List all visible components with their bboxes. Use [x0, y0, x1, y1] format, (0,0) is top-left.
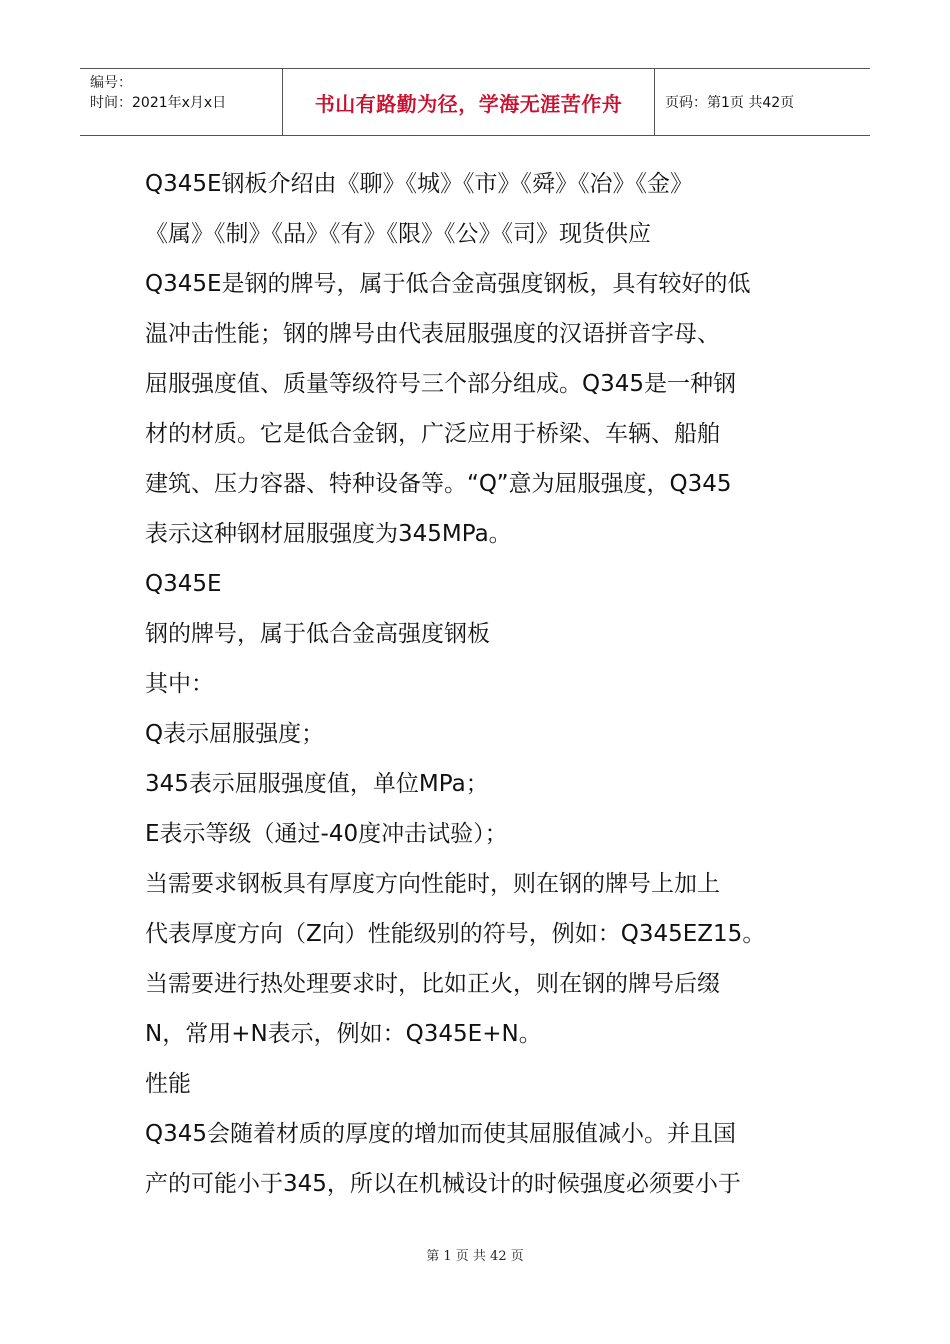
body-line: Q表示屈服强度； — [145, 721, 325, 747]
header-left-cell — [80, 69, 282, 135]
body-line: 钢的牌号，属于低合金高强度钢板 — [145, 621, 490, 647]
body-line: 产的可能小于345，所以在机械设计的时候强度必须要小于 — [145, 1171, 741, 1197]
header-motto-cell — [282, 69, 655, 135]
body-line: 建筑、压力容器、特种设备等。“Q”意为屈服强度，Q345 — [145, 471, 732, 497]
page-footer: 第 1 页 共 42 页 — [426, 1249, 524, 1264]
doc-date: 时间：2021年x月x日 — [90, 95, 227, 111]
body-line: 当需要求钢板具有厚度方向性能时，则在钢的牌号上加上 — [145, 871, 720, 897]
page-header — [80, 68, 870, 136]
body-line: Q345E是钢的牌号，属于低合金高强度钢板，具有较好的低 — [145, 271, 751, 297]
body-line: N，常用+N表示，例如：Q345E+N。 — [145, 1021, 542, 1047]
body-line: 当需要进行热处理要求时，比如正火，则在钢的牌号后缀 — [145, 971, 720, 997]
body-line: 代表厚度方向（Z向）性能级别的符号，例如：Q345EZ15。 — [145, 921, 766, 947]
section-heading: Q345E — [145, 571, 222, 597]
body-line: 其中： — [145, 671, 214, 697]
body-line: 材的材质。它是低合金钢，广泛应用于桥梁、车辆、船舶 — [145, 421, 720, 447]
header-page-info: 页码：第1页 共42页 — [665, 95, 795, 111]
body-line: 温冲击性能；钢的牌号由代表屈服强度的汉语拼音字母、 — [145, 321, 720, 347]
body-line: E表示等级（通过-40度冲击试验）； — [145, 821, 508, 847]
body-line: 《属》《制》《品》《有》《限》《公》《司》现货供应 — [145, 221, 651, 247]
header-page-cell — [655, 69, 870, 135]
body-line: Q345会随着材质的厚度的增加而使其屈服值减小。并且国 — [145, 1121, 737, 1147]
doc-number-label: 编号： — [90, 75, 132, 91]
body-line: 表示这种钢材屈服强度为345MPa。 — [145, 521, 512, 547]
section-heading: 性能 — [145, 1071, 191, 1097]
body-line: 屈服强度值、质量等级符号三个部分组成。Q345是一种钢 — [145, 371, 737, 397]
body-line: 345表示屈服强度值，单位MPa； — [145, 771, 489, 797]
header-motto: 书山有路勤为径，学海无涯苦作舟 — [314, 91, 623, 116]
document-body — [145, 159, 815, 1209]
body-line: Q345E钢板介绍由《聊》《城》《市》《舜》《冶》《金》 — [145, 171, 694, 197]
